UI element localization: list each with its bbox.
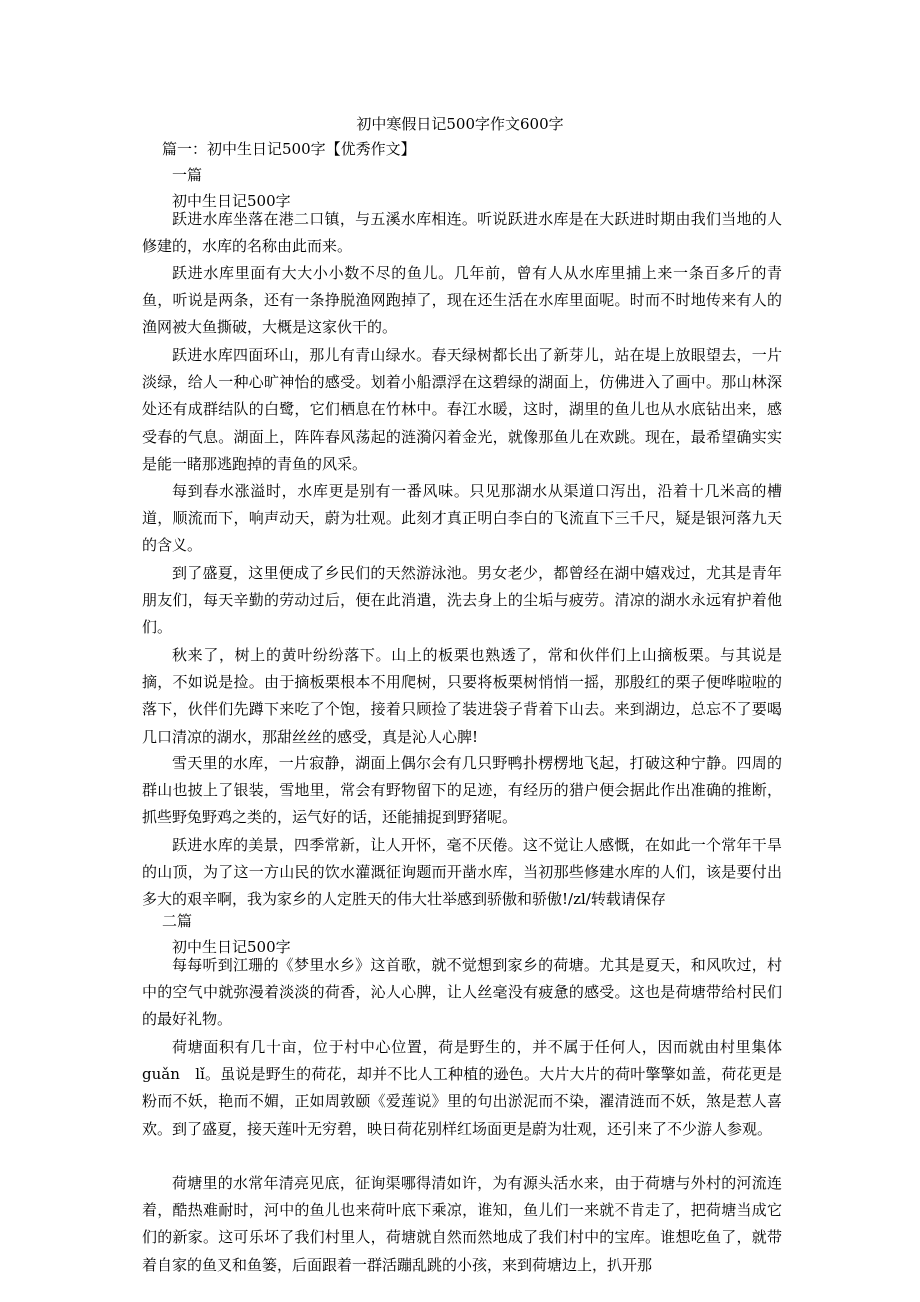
paragraph: 跃进水库坐落在港二口镇，与五溪水库相连。听说跃进水库是在大跃进时期由我们当地的人修建的，水库的名称由此而来。 <box>142 210 782 256</box>
paragraph: 雪天里的水库，一片寂静，湖面上偶尔会有几只野鸭扑楞楞地飞起，打破这种宁静。四周的群山也披上了银装，雪地里，常会有野物留下的足迹，有经历的猎户便会据此作出准确的推断，抓些野兔野鸡之类的，运气好的话，还能捕捉到野猪呢。 <box>142 754 782 827</box>
paragraph: 到了盛夏，这里便成了乡民们的天然游泳池。男女老少，都曾经在湖中嬉戏过，尤其是青年朋友们，每天辛勤的劳动过后，便在此消遣，洗去身上的尘垢与疲劳。清凉的湖水永远宥护着他们。 <box>142 564 782 637</box>
paragraph: 跃进水库里面有大大小小数不尽的鱼儿。几年前，曾有人从水库里捕上来一条百多斤的青鱼，听说是两条，还有一条挣脱渔网跑掉了，现在还生活在水库里面呢。时而不时地传来有人的渔网被大鱼撕破，大概是这家伙干的。 <box>142 264 782 337</box>
paragraph: 荷塘面积有几十亩，位于村中心位置，荷是野生的，并不属于任何人，因而就由村里集体 guǎn lǐ。虽说是野生的荷花，却并不比人工种植的逊色。大片大片的荷叶擎擎如盖，荷花更是粉而不妖，艳而不媚，正如周敦颐《爱莲说》里的句出淤泥而不染，濯清涟而不妖，煞是惹人喜欢。到了盛夏，接天莲叶无穷碧，映日荷花别样红场面更是蔚为壮观，还引来了不少游人参观。 <box>142 1038 782 1138</box>
paragraph: 跃进水库的美景，四季常新，让人开怀，毫不厌倦。这不觉让人感慨，在如此一个常年干旱的山顶，为了这一方山民的饮水灌溉征询题而开凿水库，当初那些修建水库的人们，该是要付出多大的艰辛啊，我为家乡的人定胜天的伟大壮举感到骄傲和骄傲!/zl/转载请保存 <box>142 836 782 909</box>
paragraph: 每每听到江珊的《梦里水乡》这首歌，就不觉想到家乡的荷塘。尤其是夏天，和风吹过，村中的空气中就弥漫着淡淡的荷香，沁人心脾，让人丝毫没有疲惫的感受。这也是荷塘带给村民们的最好礼物。 <box>142 956 782 1029</box>
paragraph: 秋来了，树上的黄叶纷纷落下。山上的板栗也熟透了，常和伙伴们上山摘板栗。与其说是摘，不如说是捡。由于摘板栗根本不用爬树，只要将板栗树悄悄一摇，那殷红的栗子便哗啦啦的落下，伙伴们先蹲下来吃了个饱，接着只顾捡了装进袋子背着下山去。来到湖边，总忘不了要喝几口清凉的湖水，那甜丝丝的感受，真是沁人心脾! <box>142 646 782 746</box>
paragraph: 跃进水库四面环山，那儿有青山绿水。春天绿树都长出了新芽儿，站在堤上放眼望去，一片淡绿，给人一种心旷神怡的感受。划着小船漂浮在这碧绿的湖面上，仿佛进入了画中。那山林深处还有成群结队的白鹭，它们栖息在竹林中。春江水暖，这时，湖里的鱼儿也从水底钻出来，感受春的气息。湖面上，阵阵春风荡起的涟漪闪着金光，就像那鱼儿在欢跳。现在，最希望确实实是能一睹那逃跑掉的青鱼的风采。 <box>142 346 782 473</box>
part-subtitle-2: 初中生日记500字 <box>172 938 291 956</box>
part-subtitle-1: 初中生日记500字 <box>172 192 291 210</box>
document-title: 初中寒假日记500字作文600字 <box>356 115 564 133</box>
section-heading: 篇一：初中生日记500字【优秀作文】 <box>162 140 416 158</box>
paragraph: 每到春水涨溢时，水库更是别有一番风味。只见那湖水从渠道口泻出，沿着十几米高的槽道，顺流而下，响声动天，蔚为壮观。此刻才真正明白李白的飞流直下三千尺，疑是银河落九天的含义。 <box>142 482 782 555</box>
part-label-1: 一篇 <box>172 166 203 184</box>
part-label-2: 二篇 <box>162 912 193 930</box>
paragraph: 荷塘里的水常年清亮见底，征询渠哪得清如许，为有源头活水来，由于荷塘与外村的河流连着，酷热难耐时，河中的鱼儿也来荷叶底下乘凉，谁知，鱼儿们一来就不肯走了，把荷塘当成它们的新家。这可乐坏了我们村里人，荷塘就自然而然地成了我们村中的宝库。谁想吃鱼了，就带着自家的鱼叉和鱼篓，后面跟着一群活蹦乱跳的小孩，来到荷塘边上，扒开那 <box>142 1174 782 1274</box>
